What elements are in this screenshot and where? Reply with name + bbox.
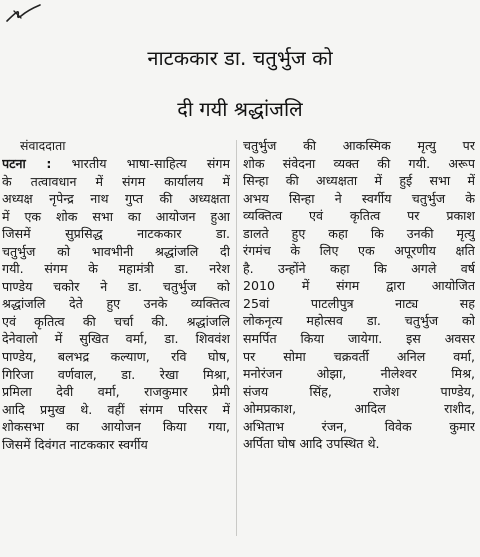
article-line: अर्पिता घोष आदि उपस्थित थे. <box>243 436 380 452</box>
article-line: में एक शोक सभा का आयोजन हुआ <box>2 208 230 224</box>
article-line: व्यक्तित्व एवं कृतित्व पर प्रकाश <box>243 208 475 224</box>
article-line: है. उन्होंने कहा कि अगले वर्ष <box>243 260 475 276</box>
column-divider <box>236 140 237 536</box>
article-line: रंगमंच के लिए एक अपूरणीय क्षति <box>243 243 475 259</box>
article-line: अध्यक्ष नृपेन्द्र नाथ गुप्त की अध्यक्षता <box>2 191 230 207</box>
headline-line-2: दी गयी श्रद्धांजलि <box>177 97 303 121</box>
article-line: श्रद्धांजलि देते हुए उनके व्यक्तित्व <box>2 296 230 312</box>
article-line: प्रमिला देवी वर्मा, राजकुमार प्रेमी <box>2 384 230 400</box>
article-line: शोक संवेदना व्यक्त की गयी. अरूप <box>243 155 475 171</box>
article-line: पर सोमा चक्रवर्ती अनिल वर्मा, <box>243 348 475 364</box>
article-line: सिन्हा की अध्यक्षता में हुई सभा में <box>243 173 475 189</box>
article-column-left <box>2 155 230 453</box>
article-line-text: भारतीय भाषा-साहित्य संगम <box>51 156 230 171</box>
article-line: लोकनृत्य महोत्सव डा. चतुर्भुज को <box>243 313 475 329</box>
article-line: 25वां पाटलीपुत्र नाट्य सह <box>243 295 475 311</box>
article-line: 2010 में संगम द्वारा आयोजित <box>243 278 475 294</box>
headline-line-1: नाटककार डा. चतुर्भुज को <box>147 46 333 70</box>
article-line: जिसमें दिवंगत नाटककार स्वर्गीय <box>2 436 148 452</box>
article-line: गिरिजा वर्णवाल, डा. रेखा मिश्रा, <box>2 366 230 382</box>
article-line: गयी. संगम के महामंत्री डा. नरेश <box>2 261 230 277</box>
article-line: चतुर्भुज को भावभीनी श्रद्धांजलि दी <box>2 243 230 259</box>
article-column-right <box>243 137 475 453</box>
article-line: पाण्डेय चकोर ने डा. चतुर्भुज को <box>2 278 230 294</box>
article-line: शोकसभा का आयोजन किया गया, <box>2 419 230 435</box>
article-line: समर्पित किया जायेगा. इस अवसर <box>243 331 475 347</box>
dateline-place: पटना : <box>2 156 52 171</box>
article-line: अभय सिन्हा ने स्वर्गीय चतुर्भुज के <box>243 190 475 206</box>
article-line: के तत्वावधान में संगम कार्यालय में <box>2 173 230 189</box>
article-line: आदि प्रमुख थे. वहीं संगम परिसर में <box>2 401 230 417</box>
article-line: डालते हुए कहा कि उनकी मृत्यु <box>243 225 475 241</box>
article-line: ओमप्रकाश, आदिल राशीद, <box>243 401 475 417</box>
article-line: मनोरंजन ओझा, नीलेश्वर मिश्र, <box>243 366 475 382</box>
article-line: एवं कृतित्व की चर्चा की. श्रद्धांजलि <box>2 313 230 329</box>
byline: संवाददाता <box>20 138 66 153</box>
article-line: चतुर्भुज की आकस्मिक मृत्यु पर <box>243 138 475 153</box>
article-line: जिसमें सुप्रसिद्ध नाटककार डा. <box>2 226 230 242</box>
pen-tick-mark <box>4 2 44 28</box>
article-line <box>2 155 230 173</box>
article-line: संजय सिंह, राजेश पाण्डेय, <box>243 383 475 399</box>
article-line: पाण्डेय, बलभद्र कल्याण, रवि घोष, <box>2 349 230 365</box>
article-line: देनेवालो में सुखित वर्मा, डा. शिववंश <box>2 331 230 347</box>
article-line: अभिताभ रंजन, विवेक कुमार <box>243 418 475 434</box>
